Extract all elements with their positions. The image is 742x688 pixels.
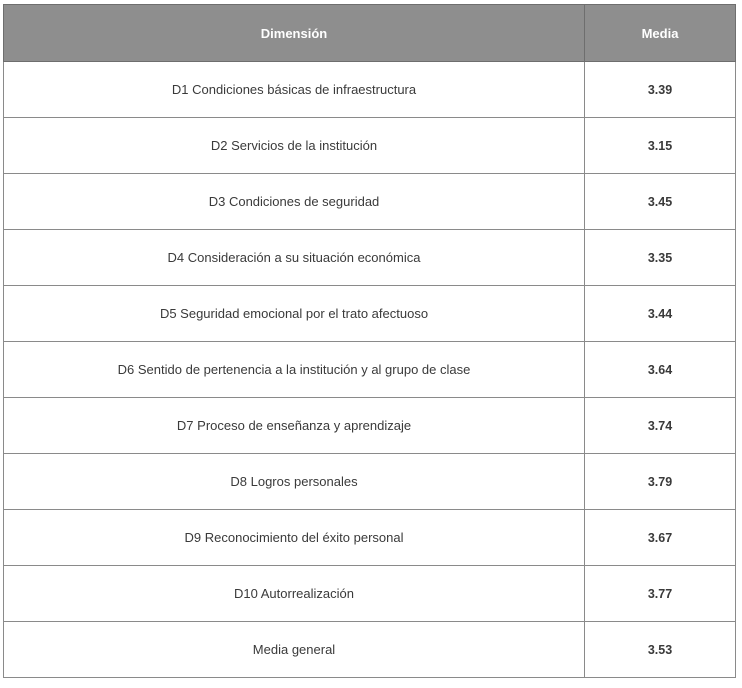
table-row-total <box>4 622 736 678</box>
table-row <box>4 286 736 342</box>
media-cell: 3.45 <box>585 174 736 230</box>
dimension-cell: D6 Sentido de pertenencia a la institución y al grupo de clase <box>4 342 585 398</box>
table-row <box>4 510 736 566</box>
header-dimension: Dimensión <box>4 5 585 62</box>
dimension-cell: D9 Reconocimiento del éxito personal <box>4 510 585 566</box>
table-row <box>4 174 736 230</box>
table-row <box>4 118 736 174</box>
media-cell: 3.15 <box>585 118 736 174</box>
table-row <box>4 454 736 510</box>
dimension-cell: D5 Seguridad emocional por el trato afectuoso <box>4 286 585 342</box>
dimension-cell: D10 Autorrealización <box>4 566 585 622</box>
table-row <box>4 62 736 118</box>
dimension-cell: D8 Logros personales <box>4 454 585 510</box>
dimension-means-table <box>3 4 736 678</box>
media-cell: 3.74 <box>585 398 736 454</box>
media-cell: 3.79 <box>585 454 736 510</box>
media-cell: 3.39 <box>585 62 736 118</box>
dimension-cell: D7 Proceso de enseñanza y aprendizaje <box>4 398 585 454</box>
table-row <box>4 566 736 622</box>
dimension-cell: D3 Condiciones de seguridad <box>4 174 585 230</box>
table-row <box>4 342 736 398</box>
media-cell: 3.44 <box>585 286 736 342</box>
media-cell: 3.67 <box>585 510 736 566</box>
media-cell: 3.77 <box>585 566 736 622</box>
dimension-cell: D4 Consideración a su situación económica <box>4 230 585 286</box>
media-cell-total: 3.53 <box>585 622 736 678</box>
header-media: Media <box>585 5 736 62</box>
table-row <box>4 230 736 286</box>
dimension-cell: D1 Condiciones básicas de infraestructura <box>4 62 585 118</box>
table-header-row <box>4 5 736 62</box>
media-cell: 3.35 <box>585 230 736 286</box>
media-cell: 3.64 <box>585 342 736 398</box>
dimension-cell: D2 Servicios de la institución <box>4 118 585 174</box>
dimension-cell-total: Media general <box>4 622 585 678</box>
table-row <box>4 398 736 454</box>
dimension-table-container <box>3 4 735 678</box>
